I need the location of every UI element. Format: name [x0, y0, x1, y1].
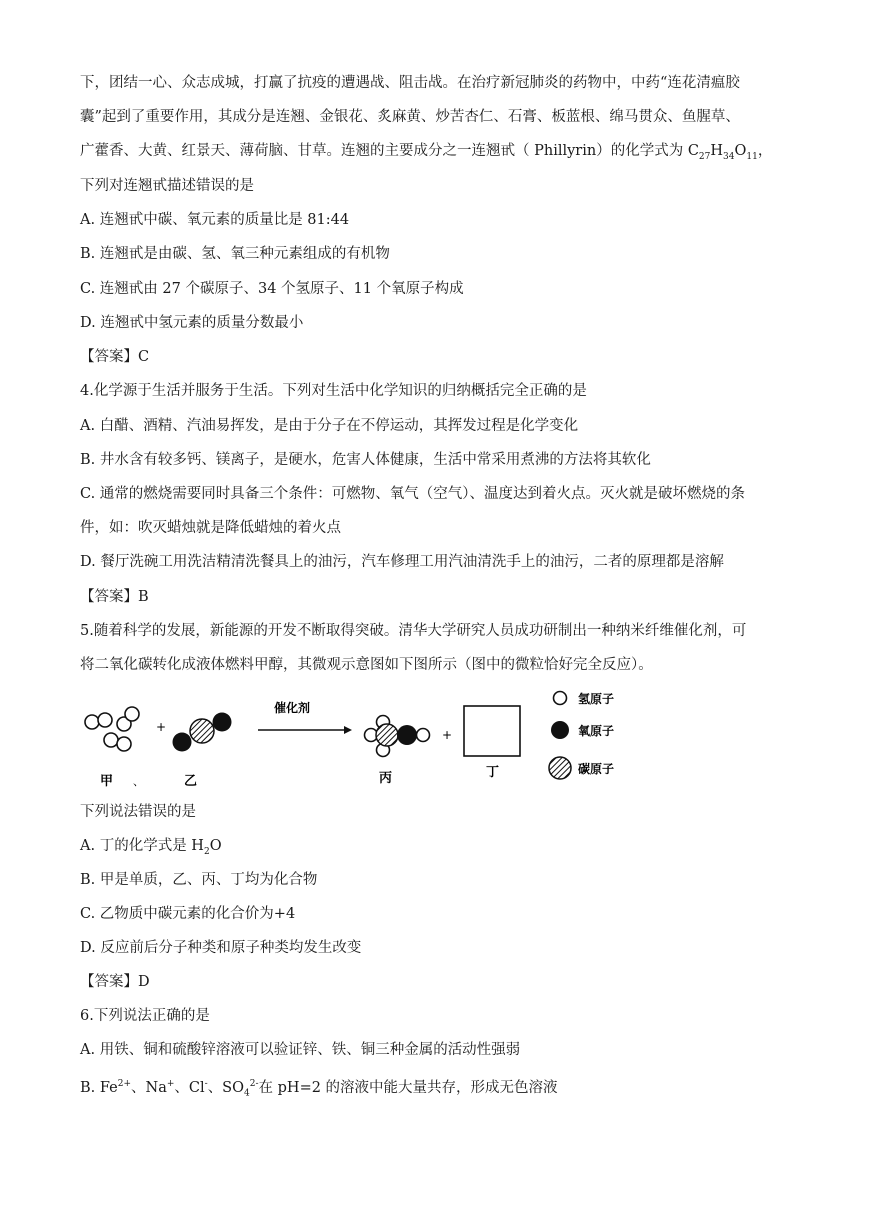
q5-option-a-text: A. 丁的化学式是 H: [80, 838, 204, 854]
label-bing: 丙: [379, 771, 393, 786]
formula-h-count: 34: [723, 151, 735, 162]
q5-option-a-subscript: 2: [203, 846, 210, 857]
legend-oxygen-label: 氧原子: [578, 724, 615, 738]
q6-option-b: [80, 1074, 558, 1104]
label-jia: 甲: [100, 774, 114, 789]
q4-option-c-cont: 件，如：吹灭蜡烛就是降低蜡烛的着火点: [80, 520, 341, 536]
q3-option-c: C. 连翘甙由 27 个碳原子、34 个氢原子、11 个氧原子构成: [80, 281, 464, 297]
q5-answer: 【答案】D: [80, 974, 150, 990]
q4-stem: 4.化学源于生活并服务于生活。下列对生活中化学知识的归纳概括完全正确的是: [80, 383, 587, 399]
product-bing-molecule: [365, 716, 430, 757]
formula-o: O: [734, 143, 747, 159]
reactant-yi-molecule: [173, 713, 232, 752]
q4-option-b: B. 井水含有较多钙、镁离子，是硬水，危害人体健康，生活中常采用煮沸的方法将其软化: [80, 452, 651, 468]
q6-option-a: A. 用铁、铜和硫酸锌溶液可以验证锌、铁、铜三种金属的活动性强弱: [80, 1042, 521, 1058]
cl-charge: -: [204, 1079, 208, 1089]
reaction-arrow: [258, 726, 352, 734]
q5-option-c: C. 乙物质中碳元素的化合价为+4: [80, 906, 296, 922]
q5-stem-line-2: 将二氧化碳转化成液体燃料甲醇，其微观示意图如下图所示（图中的微粒恰好完全反应）。: [80, 657, 653, 673]
formula-o-count: 11: [746, 151, 758, 162]
q3-line3-text: 广藿香、大黄、红景天、薄荷脑、甘草。连翘的主要成分之一连翘甙（ Phillyrin）的化学式为 C: [80, 143, 699, 159]
q4-option-c: C. 通常的燃烧需要同时具备三个条件：可燃物、氧气（空气）、温度达到着火点。灭火就是破坏燃烧的条: [80, 486, 746, 502]
product-ding-box: [464, 706, 520, 756]
label-ding: 丁: [486, 765, 500, 780]
so4-subscript: 4: [244, 1088, 250, 1099]
q5-option-a: [80, 836, 222, 862]
q3-stem-line-3: [80, 141, 772, 167]
label-yi: 乙: [184, 774, 198, 789]
q6-stem: 6.下列说法正确的是: [80, 1008, 210, 1024]
q3-option-a: A. 连翘甙中碳、氧元素的质量比是 81:44: [80, 212, 350, 228]
q5-question: 下列说法错误的是: [80, 804, 196, 820]
q5-stem-line-1: 5.随着科学的发展，新能源的开发不断取得突破。清华大学研究人员成功研制出一种纳米纤维催化剂，可: [80, 623, 747, 639]
q4-option-d: D. 餐厅洗碗工用洗洁精清洗餐具上的油污，汽车修理工用汽油清洗手上的油污，二者的原理都是溶解: [80, 554, 724, 570]
formula-c-count: 27: [698, 151, 711, 162]
na-charge: +: [166, 1079, 175, 1089]
reactant-jia-molecules: [85, 707, 139, 751]
so4-charge: 2-: [249, 1079, 259, 1089]
q5-option-a-end: O: [209, 838, 222, 854]
fe-charge: 2+: [117, 1079, 132, 1089]
legend-oxygen-icon: [551, 721, 569, 739]
plus-sign-1: +: [156, 720, 167, 734]
q6-option-b-fe: B. Fe: [80, 1079, 118, 1096]
q6-option-b-end: 在 pH=2 的溶液中能大量共存，形成无色溶液: [258, 1079, 558, 1096]
plus-sign-2: +: [442, 728, 453, 742]
q5-option-d: D. 反应前后分子种类和原子种类均发生改变: [80, 940, 362, 956]
q6-option-b-cl: 、Cl: [174, 1079, 205, 1096]
q3-line3-end: ，: [757, 143, 773, 159]
legend-carbon-label: 碳原子: [578, 762, 615, 776]
q3-question: 下列对连翘甙描述错误的是: [80, 178, 254, 194]
q6-option-b-so4: 、SO: [207, 1079, 245, 1096]
q3-stem-line-1: 下，团结一心、众志成城，打赢了抗疫的遭遇战、阻击战。在治疗新冠肺炎的药物中，中药“连花清瘟胶: [80, 75, 740, 91]
atom-legend: [548, 686, 668, 796]
q5-option-b: B. 甲是单质，乙、丙、丁均为化合物: [80, 872, 318, 888]
q3-option-b: B. 连翘甙是由碳、氢、氧三种元素组成的有机物: [80, 246, 390, 262]
q6-option-b-na: 、Na: [131, 1079, 167, 1096]
legend-carbon-icon: [549, 757, 571, 779]
q4-answer: 【答案】B: [80, 589, 149, 605]
q3-answer: 【答案】C: [80, 349, 150, 365]
legend-hydrogen-icon: [554, 692, 567, 705]
q4-option-a: A. 白醋、酒精、汽油易挥发，是由于分子在不停运动，其挥发过程是化学变化: [80, 418, 579, 434]
q3-option-d: D. 连翘甙中氢元素的质量分数最小: [80, 315, 304, 331]
formula-h: H: [710, 143, 724, 159]
legend-hydrogen-label: 氢原子: [578, 692, 615, 706]
catalyst-label: 催化剂: [274, 701, 311, 715]
label-dot: 、: [133, 775, 144, 788]
q3-stem-line-2: 囊”起到了重要作用，其成分是连翘、金银花、炙麻黄、炒苦杏仁、石膏、板蓝根、绵马贯众、鱼腥草、: [80, 109, 740, 125]
